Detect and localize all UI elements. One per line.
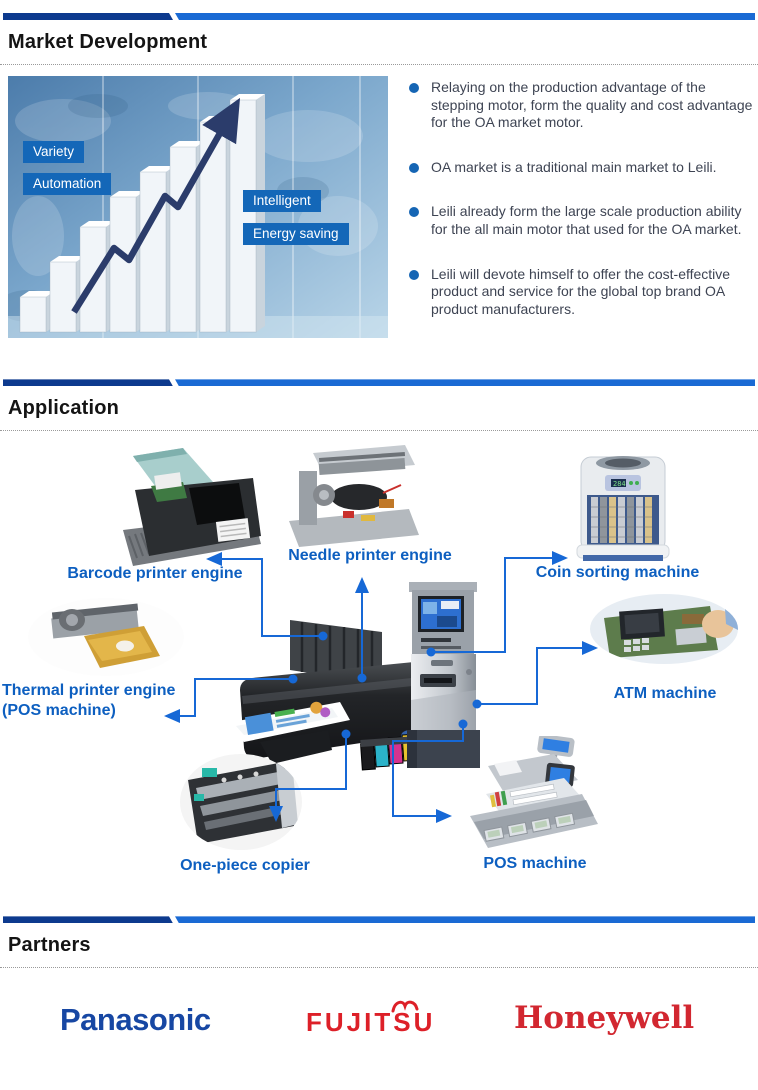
atm-machine-label: ATM machine <box>613 685 717 703</box>
dotted-separator <box>0 430 758 431</box>
divider-light-segment <box>175 379 755 386</box>
barcode-printer-image <box>103 444 268 577</box>
thermal-printer-label-line2: (POS machine) <box>2 702 116 720</box>
bullet-icon <box>409 270 419 280</box>
section-divider-bar <box>3 379 755 386</box>
bullet-text: Relaying on the production advantage of the stepping motor, form the quality and cost advantage for the OA market motor. <box>431 79 753 131</box>
divider-light-segment <box>175 13 755 20</box>
growth-chart-image <box>8 76 388 338</box>
market-bullet-list <box>388 76 758 345</box>
coin-sorting-machine-image <box>563 451 683 568</box>
section-divider-bar <box>3 13 755 20</box>
chip-automation: Automation <box>23 173 111 195</box>
application-diagram <box>0 436 758 908</box>
list-item <box>409 79 758 132</box>
thermal-printer-image <box>28 598 184 681</box>
bullet-icon <box>409 207 419 217</box>
bullet-icon <box>409 163 419 173</box>
divider-dark-segment <box>3 13 173 20</box>
divider-dark-segment <box>3 379 173 386</box>
fujitsu-infinity-icon <box>390 998 420 1013</box>
chip-intelligent: Intelligent <box>243 190 321 212</box>
dotted-separator <box>0 64 758 65</box>
growth-chart-svg <box>8 76 388 338</box>
list-item <box>409 203 758 238</box>
bullet-text: Leili will devote himself to offer the cost-effective product and service for the global top brand OA product manufacturers. <box>431 265 731 317</box>
coin-sorting-label: Coin sorting machine <box>535 564 700 582</box>
dotted-separator <box>0 967 758 968</box>
list-item <box>409 159 758 177</box>
bullet-icon <box>409 83 419 93</box>
honeywell-logo: Honeywell <box>514 1000 695 1037</box>
pos-machine-label: POS machine <box>483 855 587 873</box>
partners-title: Partners <box>8 934 91 957</box>
atm-circuit-image <box>590 594 738 669</box>
connector-atm <box>477 648 594 704</box>
thermal-printer-label <box>2 681 202 721</box>
fujitsu-wordmark: FUJITSU <box>306 1007 436 1038</box>
market-development-title: Market Development <box>8 31 208 53</box>
chip-energy-saving: Energy saving <box>243 223 349 245</box>
page <box>0 13 758 1080</box>
application-title: Application <box>8 397 120 420</box>
needle-printer-image <box>283 441 425 554</box>
needle-printer-label: Needle printer engine <box>288 547 452 565</box>
market-development-content <box>8 76 753 345</box>
divider-light-segment <box>175 916 755 923</box>
thermal-printer-label-line1: Thermal printer engine <box>2 682 176 700</box>
panasonic-logo: Panasonic <box>60 1002 211 1038</box>
section-divider-bar <box>3 916 755 923</box>
bullet-text: OA market is a traditional main market to Leili. <box>431 158 717 175</box>
bullet-text: Leili already form the large scale production ability for the all main motor that used for the OA market. <box>431 203 742 237</box>
fujitsu-logo <box>306 1007 435 1038</box>
chip-variety: Variety <box>23 141 84 163</box>
divider-dark-segment <box>3 916 173 923</box>
svg-text:284: 284 <box>613 480 626 489</box>
copier-image <box>180 754 302 855</box>
one-piece-copier-label: One-piece copier <box>180 857 310 875</box>
barcode-printer-label: Barcode printer engine <box>67 565 243 583</box>
pos-machine-image <box>458 736 600 859</box>
list-item <box>409 266 758 319</box>
partners-logos <box>0 990 758 1090</box>
